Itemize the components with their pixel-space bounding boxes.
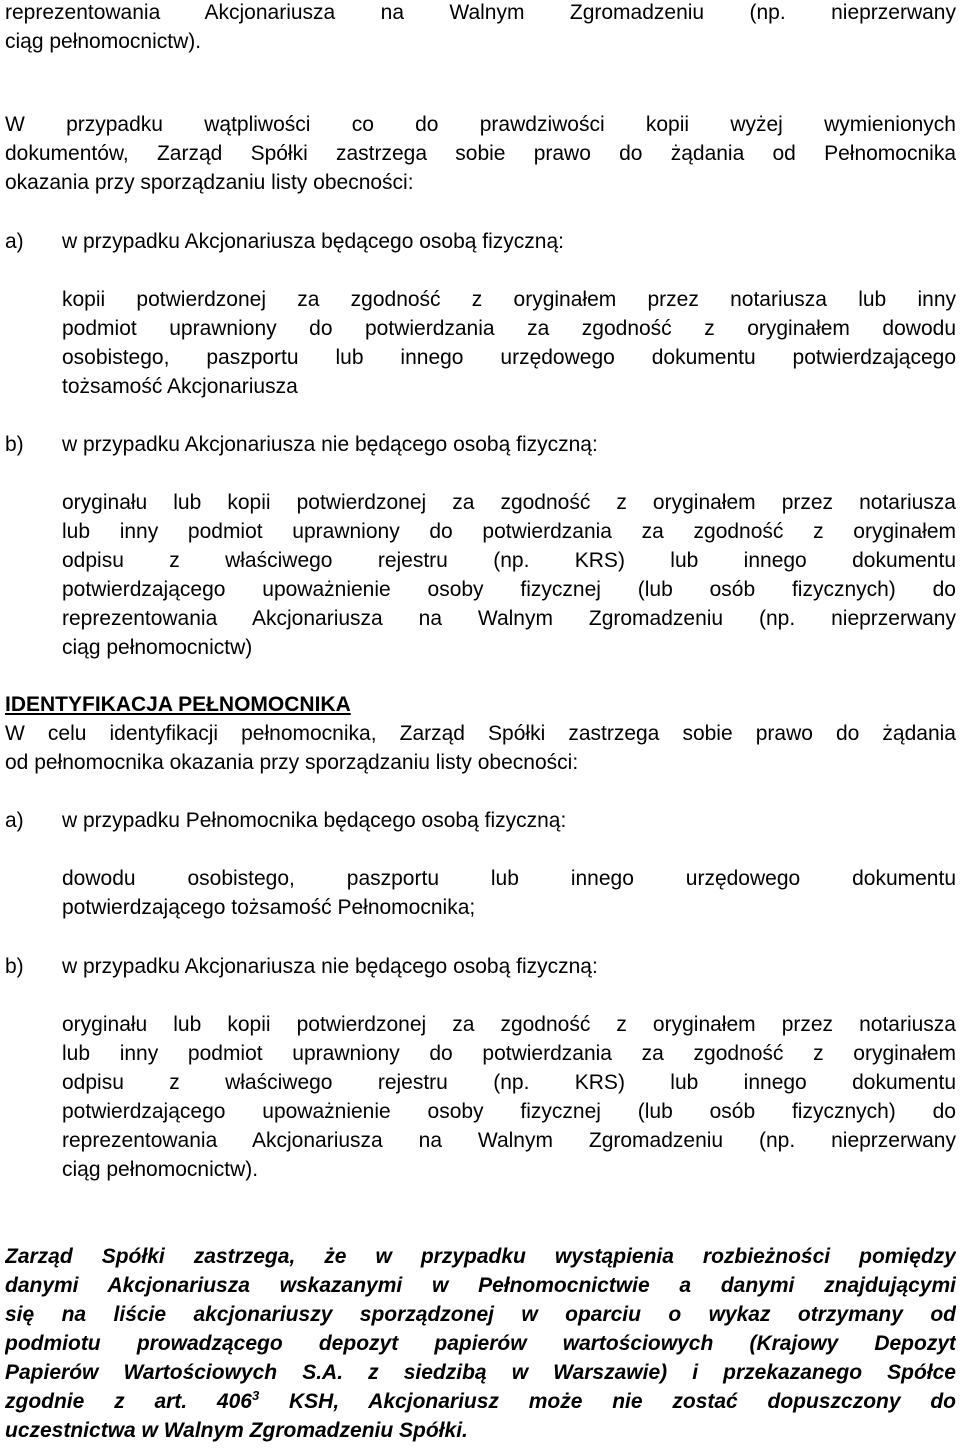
text-line: odpisu z właściwego rejestru (np. KRS) lub innego dokumentu: [62, 549, 956, 572]
text-line: podmiotu prowadzącego depozyt papierów wartościowych (Krajowy Depozyt: [5, 1332, 956, 1355]
item-a-body: [62, 285, 956, 401]
text-line: osobistego, paszportu lub innego urzędowego dokumentu potwierdzającego: [62, 346, 956, 369]
text-line: [5, 1387, 956, 1416]
list-label-a: a): [5, 809, 24, 832]
list-label-b: b): [5, 433, 24, 456]
text-line: odpisu z właściwego rejestru (np. KRS) lub innego dokumentu: [62, 1071, 956, 1094]
text-line: reprezentowania Akcjonariusza na Walnym Zgromadzeniu (np. nieprzerwany: [5, 1, 956, 24]
list-label-b: b): [5, 955, 24, 978]
text-line: W przypadku wątpliwości co do prawdziwości kopii wyżej wymienionych: [5, 113, 956, 136]
text-line: W celu identyfikacji pełnomocnika, Zarząd Spółki zastrzega sobie prawo do żądania: [5, 722, 956, 745]
text-line: podmiot uprawniony do potwierdzania za zgodność z oryginałem dowodu: [62, 317, 956, 340]
text-line: reprezentowania Akcjonariusza na Walnym Zgromadzeniu (np. nieprzerwany: [62, 607, 956, 630]
item-b-title: w przypadku Akcjonariusza nie będącego osobą fizyczną:: [62, 433, 598, 456]
text-line: reprezentowania Akcjonariusza na Walnym Zgromadzeniu (np. nieprzerwany: [62, 1129, 956, 1152]
text-line: danymi Akcjonariusza wskazanymi w Pełnomocnictwie a danymi znajdującymi: [5, 1274, 956, 1297]
item-b-body: [62, 1010, 956, 1184]
text-line: uczestnictwa w Walnym Zgromadzeniu Spółki.: [5, 1419, 468, 1442]
text-line: dokumentów, Zarząd Spółki zastrzega sobie prawo do żądania od Pełnomocnika: [5, 142, 956, 165]
item-b-body: [62, 488, 956, 662]
text-fragment: zgodnie z art. 406: [5, 1390, 252, 1413]
text-line: okazania przy sporządzaniu listy obecności:: [5, 171, 414, 194]
text-line: się na liście akcjonariuszy sporządzonej w oparciu o wykaz otrzymany od: [5, 1303, 956, 1326]
text-line: ciąg pełnomocnictw): [62, 636, 253, 659]
item-a-title: w przypadku Pełnomocnika będącego osobą fizyczną:: [62, 809, 567, 832]
text-line: oryginału lub kopii potwierdzonej za zgodność z oryginałem przez notariusza: [62, 1013, 956, 1036]
text-line: od pełnomocnika okazania przy sporządzaniu listy obecności:: [5, 751, 579, 774]
list-label-a: a): [5, 230, 24, 253]
section-heading: IDENTYFIKACJA PEŁNOMOCNIKA: [5, 693, 351, 716]
text-line: Papierów Wartościowych S.A. z siedzibą w Warszawie) i przekazanego Spółce: [5, 1361, 956, 1384]
top-continuation: [5, 0, 956, 56]
text-line: dowodu osobistego, paszportu lub innego urzędowego dokumentu: [62, 867, 956, 890]
intro-paragraph: [5, 110, 956, 197]
text-line: tożsamość Akcjonariusza: [62, 375, 298, 398]
section2-intro: [5, 719, 956, 777]
text-line: ciąg pełnomocnictw).: [5, 30, 202, 53]
text-line: Zarząd Spółki zastrzega, że w przypadku wystąpienia rozbieżności pomiędzy: [5, 1245, 956, 1268]
text-line: potwierdzającego tożsamość Pełnomocnika;: [62, 896, 476, 919]
text-line: oryginału lub kopii potwierdzonej za zgodność z oryginałem przez notariusza: [62, 491, 956, 514]
final-notice: [5, 1242, 956, 1445]
text-line: potwierdzającego upoważnienie osoby fizycznej (lub osób fizycznych) do: [62, 578, 956, 601]
text-line: potwierdzającego upoważnienie osoby fizycznej (lub osób fizycznych) do: [62, 1100, 956, 1123]
item-a-title: w przypadku Akcjonariusza będącego osobą fizyczną:: [62, 230, 564, 253]
item-b-title: w przypadku Akcjonariusza nie będącego osobą fizyczną:: [62, 955, 598, 978]
text-line: lub inny podmiot uprawniony do potwierdzania za zgodność z oryginałem: [62, 1042, 956, 1065]
item-a-body: [62, 864, 956, 922]
text-line: ciąg pełnomocnictw).: [62, 1158, 259, 1181]
text-line: kopii potwierdzonej za zgodność z oryginałem przez notariusza lub inny: [62, 288, 956, 311]
text-line: lub inny podmiot uprawniony do potwierdzania za zgodność z oryginałem: [62, 520, 956, 543]
text-fragment: KSH, Akcjonariusz może nie zostać dopuszczony do: [259, 1390, 956, 1413]
article-superscript: 3: [251, 1388, 260, 1403]
